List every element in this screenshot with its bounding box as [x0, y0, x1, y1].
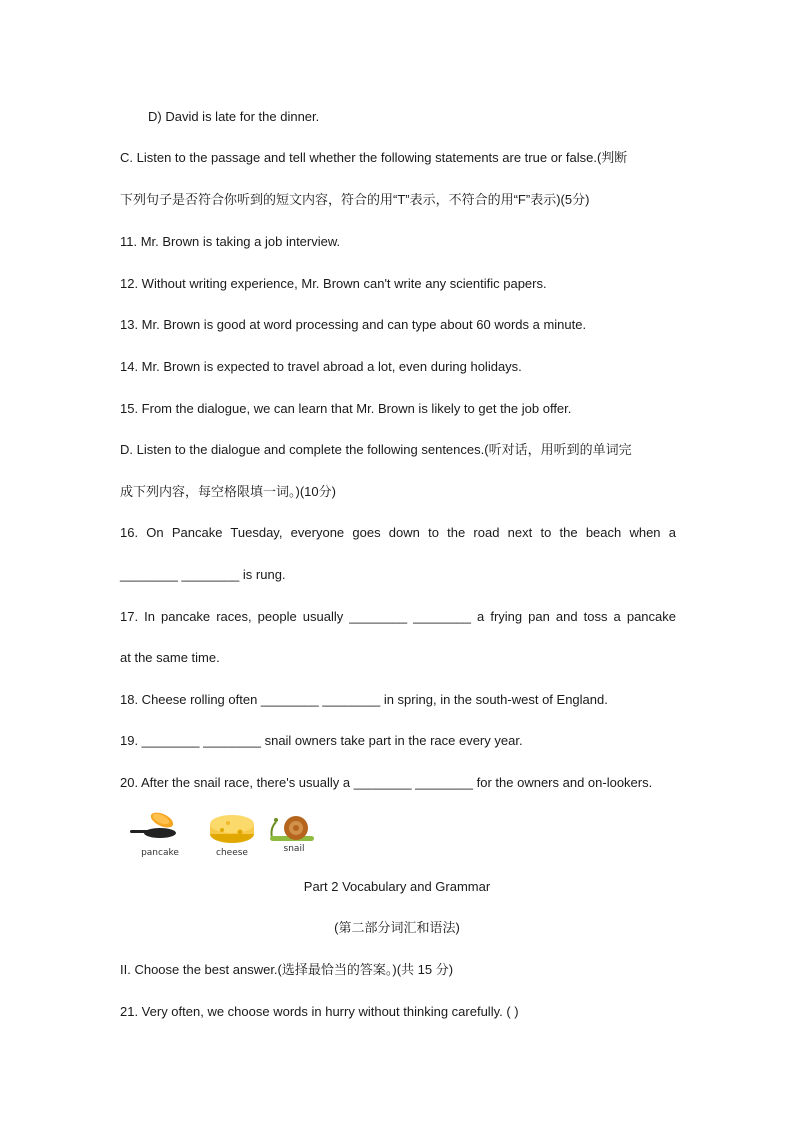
- question-19: 19. ________ ________ snail owners take part in the race every year.: [120, 733, 523, 748]
- question-16: 16. On Pancake Tuesday, everyone goes down to the road next to the beach when a: [120, 525, 676, 540]
- snail-icon: [262, 808, 326, 848]
- question-17-continued: at the same time.: [120, 650, 220, 665]
- section-d-instruction: D. Listen to the dialogue and complete the following sentences.(听对话，用听到的单词完: [120, 442, 632, 457]
- section-c-instruction-cn: 下列句子是否符合你听到的短文内容，符合的用“T”表示，不符合的用“F”表示)(5分): [120, 192, 590, 207]
- cheese-illustration: [200, 808, 264, 864]
- question-16-continued: ________ ________ is rung.: [120, 567, 286, 582]
- question-12: 12. Without writing experience, Mr. Brown can't write any scientific papers.: [120, 276, 547, 291]
- question-14: 14. Mr. Brown is expected to travel abroad a lot, even during holidays.: [120, 359, 522, 374]
- question-18: 18. Cheese rolling often ________ ________ in spring, in the south-west of England.: [120, 692, 608, 707]
- snail-caption: snail: [283, 844, 305, 854]
- pancake-icon: [128, 808, 192, 848]
- cheese-icon: [200, 808, 264, 848]
- part-2-subtitle: (第二部分词汇和语法): [334, 920, 460, 935]
- question-20: 20. After the snail race, there's usually a ________ ________ for the owners and on-lookers.: [120, 775, 653, 790]
- illustrations: [128, 808, 328, 864]
- snail-illustration: [262, 808, 326, 864]
- question-13: 13. Mr. Brown is good at word processing and can type about 60 words a minute.: [120, 317, 587, 332]
- part-2-title: Part 2 Vocabulary and Grammar: [303, 879, 491, 894]
- question-11: 11. Mr. Brown is taking a job interview.: [120, 234, 341, 249]
- question-17: 17. In pancake races, people usually ________ ________ a frying pan and toss a pancake: [120, 609, 676, 624]
- cheese-caption: cheese: [216, 848, 248, 858]
- section-d-instruction-cn: 成下列内容，每空格限填一词。)(10分): [120, 484, 336, 499]
- question-15: 15. From the dialogue, we can learn that Mr. Brown is likely to get the job offer.: [120, 401, 572, 416]
- question-21: 21. Very often, we choose words in hurry without thinking carefully. ( ): [120, 1004, 519, 1019]
- pancake-caption: pancake: [141, 848, 179, 858]
- option-d: D) David is late for the dinner.: [148, 109, 320, 124]
- section-c-instruction: C. Listen to the passage and tell whether the following statements are true or false.(判断: [120, 150, 628, 165]
- pancake-illustration: [128, 808, 192, 864]
- section-ii-instruction: II. Choose the best answer.(选择最恰当的答案。)(共 15 分): [120, 962, 454, 977]
